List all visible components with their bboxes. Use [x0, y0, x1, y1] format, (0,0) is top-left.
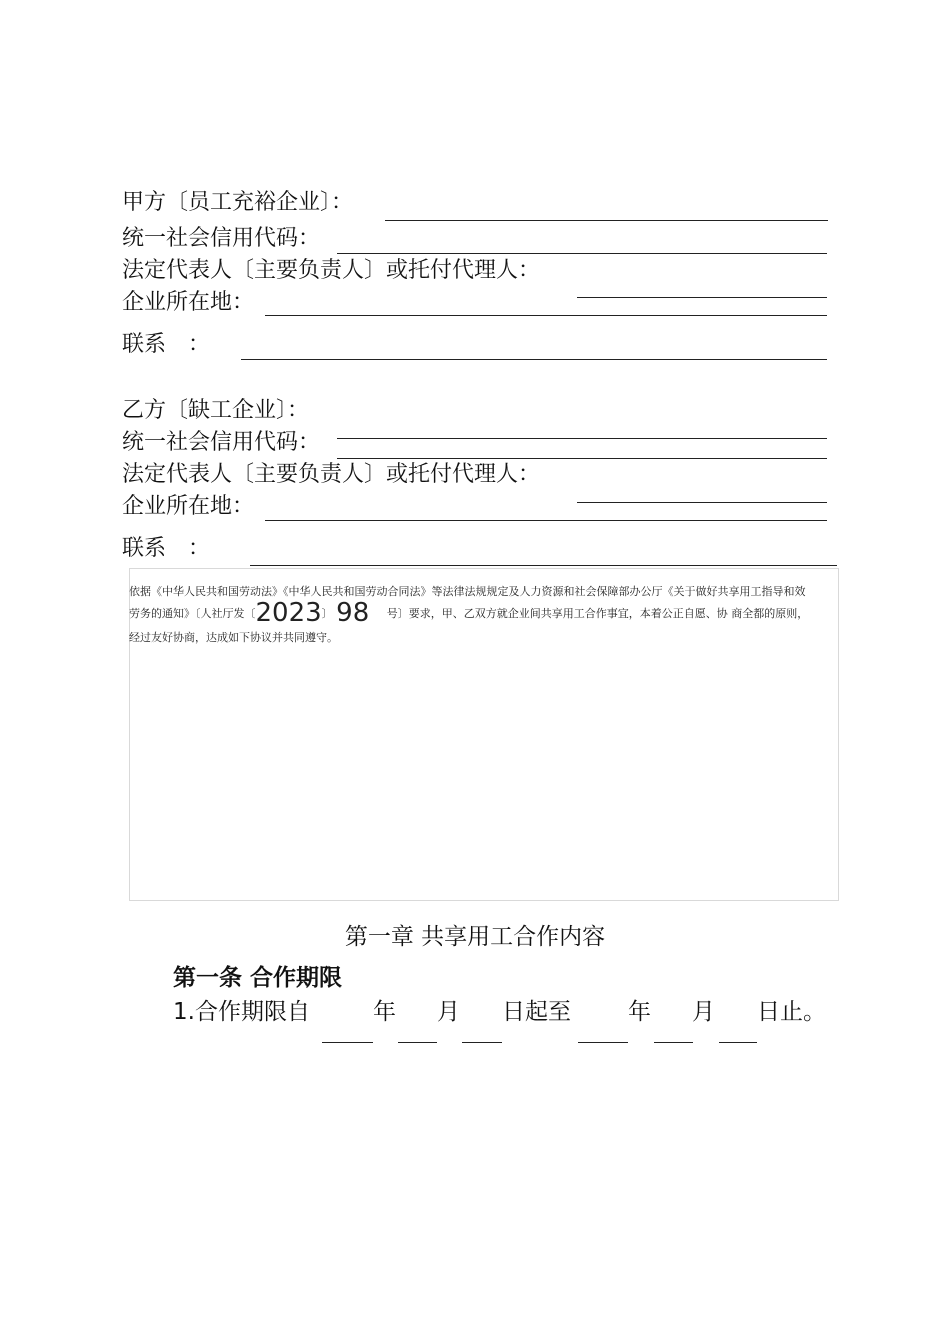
party-a-contact-field[interactable] [241, 359, 827, 360]
preamble-line-3: 经过友好协商，达成如下协议并共同遵守。 [129, 631, 338, 644]
party-b-credit-code-field[interactable] [337, 458, 827, 459]
party-a-address-field[interactable] [265, 315, 827, 316]
party-b-address-label: 企业所在地： [122, 494, 255, 519]
end-day-text: 日止。 [757, 999, 826, 1025]
end-year-unit: 年 [628, 999, 651, 1025]
preamble-line-1: 依据《中华人民共和国劳动法》《中华人民共和国劳动合同法》等法律法规规定及人力资源和社会保障部办公厅《关于做好共享用工指导和效 [129, 585, 806, 598]
article-1-title: 第一条 合作期限 [173, 965, 343, 991]
party-b-legal-rep-field[interactable] [577, 502, 827, 503]
party-a-credit-code-field[interactable] [337, 253, 827, 254]
start-month-field[interactable] [398, 1042, 437, 1043]
start-day-field[interactable] [462, 1042, 502, 1043]
start-month-unit: 月 [437, 999, 460, 1025]
decree-year: 2023 [255, 598, 322, 628]
party-b-contact-label: 联系 ： [122, 536, 211, 561]
chapter-title: 第一章 共享用工合作内容 [344, 924, 606, 950]
term-clause-prefix: 1.合作期限自 [173, 999, 310, 1025]
end-month-field[interactable] [654, 1042, 693, 1043]
party-a-title: 甲方〔员工充裕企业〕： [122, 190, 354, 215]
party-a-address-label: 企业所在地： [122, 290, 255, 315]
party-b-title: 乙方〔缺工企业〕： [122, 398, 310, 423]
end-month-unit: 月 [692, 999, 715, 1025]
end-year-field[interactable] [578, 1042, 628, 1043]
preamble-line-2-end: 号〕要求，甲、乙双方就企业间共享用工合作事宜，本着公正自愿、协 商全都的原则， [386, 607, 809, 620]
preamble-line-2 [129, 598, 808, 628]
party-b-legal-rep-label: 法定代表人〔主要负责人〕或托付代理人： [122, 462, 541, 487]
decree-number: 98 [336, 598, 370, 628]
start-day-text: 日起至 [502, 999, 571, 1025]
party-b-name-field[interactable] [337, 438, 827, 439]
party-a-legal-rep-field[interactable] [577, 297, 827, 298]
party-a-credit-code-label: 统一社会信用代码： [122, 226, 321, 251]
party-b-credit-code-label: 统一社会信用代码： [122, 430, 321, 455]
party-b-address-field[interactable] [265, 520, 827, 521]
party-a-contact-label: 联系 ： [122, 332, 211, 357]
party-a-legal-rep-label: 法定代表人〔主要负责人〕或托付代理人： [122, 258, 541, 283]
party-b-contact-field[interactable] [250, 565, 837, 566]
party-a-name-field[interactable] [385, 220, 828, 221]
start-year-unit: 年 [373, 999, 396, 1025]
preamble-line-2-start: 劳务的通知》〔人社厅发〔 [129, 607, 256, 620]
end-day-field[interactable] [719, 1042, 757, 1043]
decree-bracket: 〕 [321, 607, 333, 620]
start-year-field[interactable] [322, 1042, 373, 1043]
